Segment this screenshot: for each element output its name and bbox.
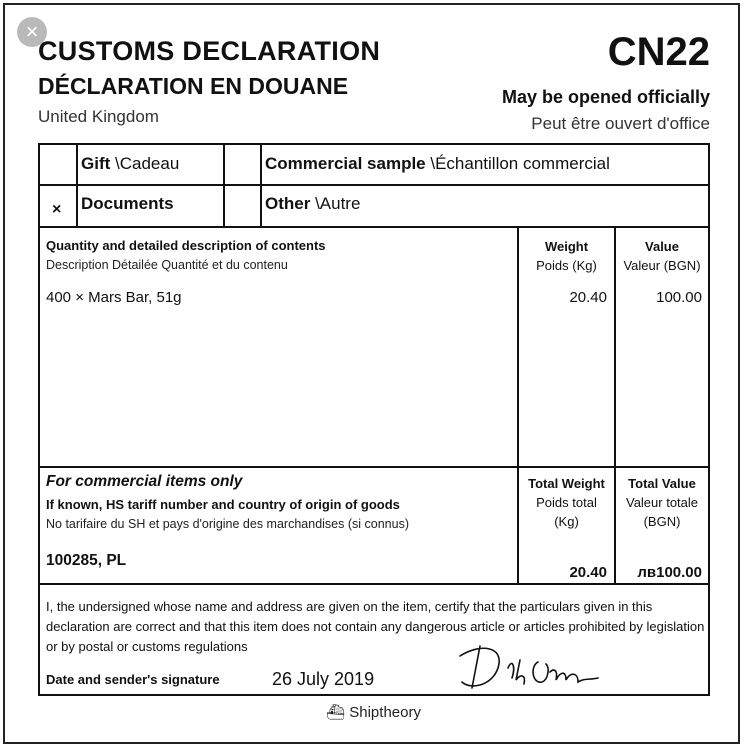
- divider: [40, 466, 708, 468]
- weight-column-header: Weight Poids (Kg): [536, 239, 597, 273]
- title-french: DÉCLARATION EN DOUANE: [38, 73, 349, 99]
- divider: [40, 583, 708, 585]
- contents-heading: Quantity and detailed description of contents: [46, 238, 326, 253]
- hs-label-french: No tarifaire du SH et pays d'origine des marchandises (si connus): [46, 517, 409, 531]
- divider: [40, 226, 708, 228]
- form-code: CN22: [607, 30, 710, 74]
- brand-footer: [0, 703, 747, 721]
- category-gift[interactable]: Gift \Cadeau: [81, 154, 180, 173]
- country-of-origin: United Kingdom: [38, 107, 159, 126]
- declaration-date: 26 July 2019: [272, 669, 375, 689]
- opened-notice-english: May be opened officially: [501, 87, 710, 107]
- category-commercial-sample[interactable]: Commercial sample \Échantillon commercial: [265, 154, 610, 173]
- divider: [40, 184, 708, 186]
- signature-label: Date and sender's signature: [46, 672, 220, 687]
- contents-heading-french: Description Détailée Quantité et du contenu: [46, 258, 288, 272]
- declaration-text: I, the undersigned whose name and address are given on the item, certify that the particulars given in this declaration are correct and that this item does not contain any dangerous article or articles prohibited by legislation or by postal or customs regulations: [46, 599, 705, 654]
- hs-label: If known, HS tariff number and country of origin of goods: [46, 497, 400, 512]
- opened-notice-french: Peut être ouvert d'office: [531, 114, 710, 133]
- category-other[interactable]: Other \Autre: [265, 194, 361, 213]
- hs-value: 100285, PL: [46, 552, 127, 569]
- divider: [260, 145, 262, 228]
- divider: [614, 226, 616, 585]
- total-weight-header: Total Weight Poids total (Kg): [528, 476, 605, 529]
- shiptheory-logo-icon: ⛴: [326, 704, 346, 721]
- title-english: CUSTOMS DECLARATION: [38, 36, 381, 66]
- brand-name: Shiptheory: [349, 704, 421, 721]
- value-column-header: Value Valeur (BGN): [623, 239, 701, 273]
- total-value-header: Total Value Valeur totale (BGN): [625, 476, 699, 529]
- divider: [517, 226, 519, 585]
- divider: [223, 145, 225, 228]
- category-documents[interactable]: Documents: [81, 194, 174, 213]
- commercial-heading: For commercial items only: [46, 473, 243, 490]
- sender-signature: [450, 638, 610, 698]
- item-description: 400 × Mars Bar, 51g: [46, 289, 182, 306]
- total-weight: 20.40: [569, 564, 607, 581]
- item-value: 100.00: [656, 289, 702, 306]
- declaration-form: [38, 143, 710, 696]
- item-weight: 20.40: [569, 289, 607, 306]
- divider: [76, 145, 78, 228]
- total-value: лв100.00: [637, 564, 702, 581]
- documents-checkbox-mark[interactable]: ×: [52, 201, 62, 218]
- close-button[interactable]: ×: [17, 17, 47, 47]
